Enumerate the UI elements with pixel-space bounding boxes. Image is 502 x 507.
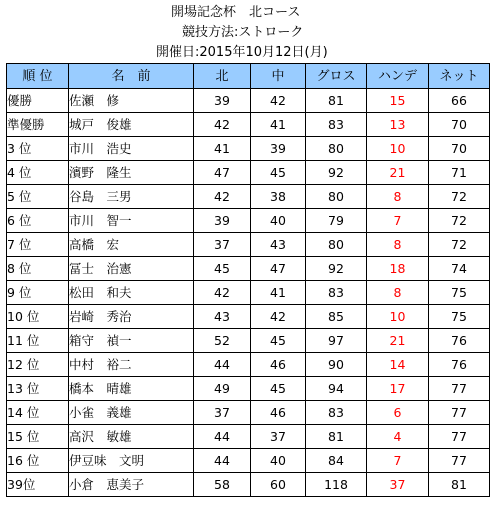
gross-score-cell: 92 bbox=[306, 161, 367, 185]
name-cell: 伊豆味 文明 bbox=[69, 449, 194, 473]
competition-date: 開催日:2015年10月12日(月) bbox=[156, 45, 328, 60]
table-row bbox=[7, 329, 490, 353]
net-score-cell: 74 bbox=[429, 257, 490, 281]
header-gross: グロス bbox=[306, 64, 367, 89]
gross-score-cell: 90 bbox=[306, 353, 367, 377]
net-score-cell: 72 bbox=[429, 209, 490, 233]
table-row bbox=[7, 449, 490, 473]
north-score-cell: 44 bbox=[194, 449, 251, 473]
rank-cell: 準優勝 bbox=[7, 113, 69, 137]
net-score-cell: 76 bbox=[429, 353, 490, 377]
name-cell: 城戸 俊雄 bbox=[69, 113, 194, 137]
gross-score-cell: 84 bbox=[306, 449, 367, 473]
net-score-cell: 75 bbox=[429, 305, 490, 329]
name-cell: 小倉 恵美子 bbox=[69, 473, 194, 497]
name-cell: 高沢 敏雄 bbox=[69, 425, 194, 449]
middle-score-cell: 41 bbox=[251, 281, 306, 305]
table-row bbox=[7, 353, 490, 377]
middle-score-cell: 46 bbox=[251, 353, 306, 377]
gross-score-cell: 97 bbox=[306, 329, 367, 353]
rank-cell: 11 位 bbox=[7, 329, 69, 353]
net-score-cell: 70 bbox=[429, 137, 490, 161]
header-name: 名 前 bbox=[69, 64, 194, 89]
name-cell: 箱守 禎一 bbox=[69, 329, 194, 353]
name-cell: 濱野 隆生 bbox=[69, 161, 194, 185]
north-score-cell: 37 bbox=[194, 401, 251, 425]
north-score-cell: 37 bbox=[194, 233, 251, 257]
middle-score-cell: 45 bbox=[251, 161, 306, 185]
handicap-cell: 14 bbox=[367, 353, 429, 377]
middle-score-cell: 42 bbox=[251, 305, 306, 329]
middle-score-cell: 42 bbox=[251, 89, 306, 113]
gross-score-cell: 92 bbox=[306, 257, 367, 281]
handicap-cell: 10 bbox=[367, 137, 429, 161]
net-score-cell: 76 bbox=[429, 329, 490, 353]
rank-cell: 13 位 bbox=[7, 377, 69, 401]
table-row bbox=[7, 281, 490, 305]
gross-score-cell: 83 bbox=[306, 281, 367, 305]
name-cell: 橋本 晴雄 bbox=[69, 377, 194, 401]
handicap-cell: 7 bbox=[367, 209, 429, 233]
net-score-cell: 81 bbox=[429, 473, 490, 497]
net-score-cell: 66 bbox=[429, 89, 490, 113]
middle-score-cell: 47 bbox=[251, 257, 306, 281]
gross-score-cell: 85 bbox=[306, 305, 367, 329]
rank-cell: 12 位 bbox=[7, 353, 69, 377]
gross-score-cell: 81 bbox=[306, 89, 367, 113]
north-score-cell: 39 bbox=[194, 89, 251, 113]
rank-cell: 16 位 bbox=[7, 449, 69, 473]
middle-score-cell: 37 bbox=[251, 425, 306, 449]
middle-score-cell: 45 bbox=[251, 377, 306, 401]
north-score-cell: 39 bbox=[194, 209, 251, 233]
rank-cell: 優勝 bbox=[7, 89, 69, 113]
handicap-cell: 37 bbox=[367, 473, 429, 497]
handicap-cell: 13 bbox=[367, 113, 429, 137]
handicap-cell: 4 bbox=[367, 425, 429, 449]
gross-score-cell: 94 bbox=[306, 377, 367, 401]
middle-score-cell: 45 bbox=[251, 329, 306, 353]
rank-cell: 8 位 bbox=[7, 257, 69, 281]
gross-score-cell: 79 bbox=[306, 209, 367, 233]
header-rank: 順 位 bbox=[7, 64, 69, 89]
name-cell: 谷島 三男 bbox=[69, 185, 194, 209]
table-row bbox=[7, 305, 490, 329]
name-cell: 高橋 宏 bbox=[69, 233, 194, 257]
middle-score-cell: 38 bbox=[251, 185, 306, 209]
handicap-cell: 6 bbox=[367, 401, 429, 425]
net-score-cell: 77 bbox=[429, 401, 490, 425]
handicap-cell: 21 bbox=[367, 161, 429, 185]
table-row bbox=[7, 209, 490, 233]
rank-cell: 4 位 bbox=[7, 161, 69, 185]
rank-cell: 3 位 bbox=[7, 137, 69, 161]
gross-score-cell: 80 bbox=[306, 233, 367, 257]
net-score-cell: 72 bbox=[429, 233, 490, 257]
north-score-cell: 44 bbox=[194, 425, 251, 449]
header-row bbox=[7, 64, 490, 89]
north-score-cell: 42 bbox=[194, 281, 251, 305]
table-row bbox=[7, 425, 490, 449]
rank-cell: 10 位 bbox=[7, 305, 69, 329]
north-score-cell: 52 bbox=[194, 329, 251, 353]
handicap-cell: 21 bbox=[367, 329, 429, 353]
gross-score-cell: 80 bbox=[306, 137, 367, 161]
table-row bbox=[7, 377, 490, 401]
rank-cell: 9 位 bbox=[7, 281, 69, 305]
gross-score-cell: 81 bbox=[306, 425, 367, 449]
table-row bbox=[7, 233, 490, 257]
middle-score-cell: 40 bbox=[251, 449, 306, 473]
competition-format: 競技方法:ストローク bbox=[182, 25, 304, 40]
rank-cell: 7 位 bbox=[7, 233, 69, 257]
net-score-cell: 72 bbox=[429, 185, 490, 209]
competition-title: 開場記念杯 北コース bbox=[171, 5, 301, 20]
middle-score-cell: 41 bbox=[251, 113, 306, 137]
middle-score-cell: 43 bbox=[251, 233, 306, 257]
header-north: 北 bbox=[194, 64, 251, 89]
header-middle: 中 bbox=[251, 64, 306, 89]
table-row bbox=[7, 401, 490, 425]
gross-score-cell: 83 bbox=[306, 401, 367, 425]
handicap-cell: 8 bbox=[367, 185, 429, 209]
rank-cell: 6 位 bbox=[7, 209, 69, 233]
north-score-cell: 41 bbox=[194, 137, 251, 161]
gross-score-cell: 118 bbox=[306, 473, 367, 497]
north-score-cell: 42 bbox=[194, 185, 251, 209]
net-score-cell: 70 bbox=[429, 113, 490, 137]
middle-score-cell: 46 bbox=[251, 401, 306, 425]
gross-score-cell: 80 bbox=[306, 185, 367, 209]
rank-cell: 39位 bbox=[7, 473, 69, 497]
middle-score-cell: 60 bbox=[251, 473, 306, 497]
north-score-cell: 58 bbox=[194, 473, 251, 497]
table-row bbox=[7, 257, 490, 281]
net-score-cell: 71 bbox=[429, 161, 490, 185]
table-row bbox=[7, 89, 490, 113]
handicap-cell: 8 bbox=[367, 233, 429, 257]
table-row bbox=[7, 137, 490, 161]
north-score-cell: 43 bbox=[194, 305, 251, 329]
middle-score-cell: 40 bbox=[251, 209, 306, 233]
results-table bbox=[6, 63, 490, 497]
name-cell: 松田 和夫 bbox=[69, 281, 194, 305]
handicap-cell: 18 bbox=[367, 257, 429, 281]
gross-score-cell: 83 bbox=[306, 113, 367, 137]
net-score-cell: 77 bbox=[429, 449, 490, 473]
net-score-cell: 77 bbox=[429, 377, 490, 401]
header-net: ネット bbox=[429, 64, 490, 89]
net-score-cell: 77 bbox=[429, 425, 490, 449]
handicap-cell: 10 bbox=[367, 305, 429, 329]
header-handicap: ハンデ bbox=[367, 64, 429, 89]
north-score-cell: 47 bbox=[194, 161, 251, 185]
net-score-cell: 75 bbox=[429, 281, 490, 305]
handicap-cell: 17 bbox=[367, 377, 429, 401]
name-cell: 小雀 義雄 bbox=[69, 401, 194, 425]
name-cell: 冨士 治憲 bbox=[69, 257, 194, 281]
name-cell: 市川 智一 bbox=[69, 209, 194, 233]
name-cell: 佐瀬 修 bbox=[69, 89, 194, 113]
handicap-cell: 7 bbox=[367, 449, 429, 473]
middle-score-cell: 39 bbox=[251, 137, 306, 161]
rank-cell: 14 位 bbox=[7, 401, 69, 425]
table-row bbox=[7, 161, 490, 185]
handicap-cell: 15 bbox=[367, 89, 429, 113]
table-row bbox=[7, 473, 490, 497]
handicap-cell: 8 bbox=[367, 281, 429, 305]
north-score-cell: 45 bbox=[194, 257, 251, 281]
name-cell: 岩崎 秀治 bbox=[69, 305, 194, 329]
north-score-cell: 49 bbox=[194, 377, 251, 401]
name-cell: 市川 浩史 bbox=[69, 137, 194, 161]
north-score-cell: 42 bbox=[194, 113, 251, 137]
table-row bbox=[7, 113, 490, 137]
north-score-cell: 44 bbox=[194, 353, 251, 377]
rank-cell: 5 位 bbox=[7, 185, 69, 209]
name-cell: 中村 裕二 bbox=[69, 353, 194, 377]
rank-cell: 15 位 bbox=[7, 425, 69, 449]
table-row bbox=[7, 185, 490, 209]
